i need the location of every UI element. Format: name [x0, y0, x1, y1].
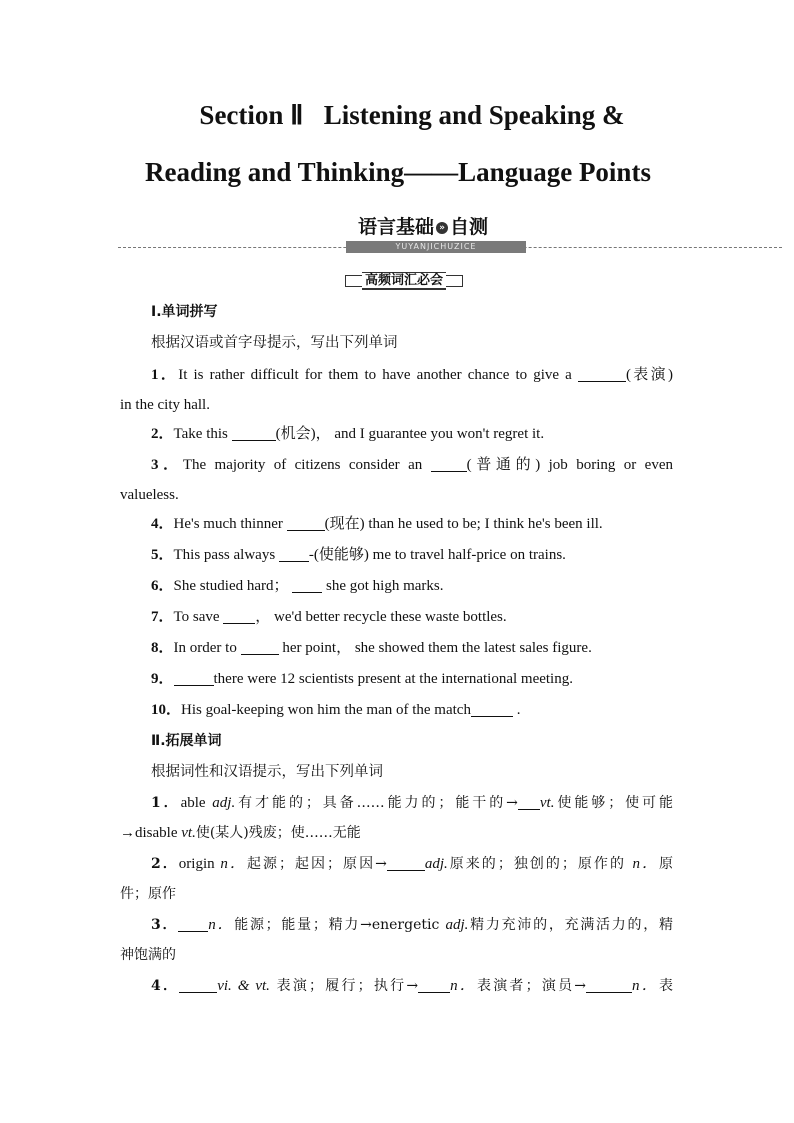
item-text: His goal-keeping won him the man of the match	[181, 702, 471, 718]
part-of-speech: vt.	[181, 825, 196, 841]
item-number: 1．	[151, 367, 179, 383]
list-item	[120, 788, 673, 818]
list-item	[120, 602, 673, 632]
list-item	[120, 664, 673, 694]
item-definition: 使能够；使可能	[554, 795, 673, 811]
banner-title	[358, 214, 488, 240]
answer-blank[interactable]	[578, 365, 626, 382]
list-item	[120, 695, 673, 725]
item-definition: 原	[659, 856, 673, 872]
part-of-speech: vi. & vt.	[217, 978, 270, 994]
item-text: She studied hard；	[173, 578, 293, 594]
item-definition: 起源；起因；原因→	[246, 856, 387, 872]
section1-heading: Ⅰ.单词拼写	[151, 304, 218, 320]
item-number: 8．	[151, 640, 174, 656]
item-text: It is rather difficult for them to have another chance to give a	[178, 367, 578, 383]
answer-blank[interactable]	[279, 545, 309, 562]
section2-heading: Ⅱ.拓展单词	[151, 733, 222, 749]
item-text: she got high marks.	[322, 578, 444, 594]
item-text: her point， she showed them the latest sales figure.	[278, 640, 592, 656]
item-hint: (表演)	[625, 367, 673, 383]
answer-blank[interactable]	[586, 976, 632, 993]
banner-subtitle: YUYANJICHUZICE	[346, 241, 526, 253]
item-continuation: 神饱满的	[120, 947, 176, 963]
item-text: .	[512, 702, 521, 718]
page-title-line2: Reading and Thinking——Language Points	[145, 157, 651, 187]
answer-blank[interactable]	[241, 638, 279, 655]
item-text: Take this	[173, 426, 232, 442]
item-definition: 表演；履行；执行→	[269, 978, 419, 994]
answer-blank[interactable]	[518, 793, 540, 810]
item-word: →disable	[120, 825, 182, 841]
bracket-left	[345, 275, 362, 287]
item-number: 1．	[151, 795, 181, 811]
item-text: -(使能够) me to travel half-price on trains.	[308, 547, 566, 563]
answer-blank[interactable]	[178, 915, 208, 932]
subsection-heading	[345, 272, 463, 290]
item-continuation: 件；原作	[120, 886, 176, 902]
item-text: In order to	[173, 640, 241, 656]
list-item	[120, 849, 673, 879]
item-definition: 表	[658, 978, 673, 994]
item-number: 4．	[151, 516, 174, 532]
item-text: ， we'd better recycle these waste bottles.	[255, 609, 507, 625]
item-number: 3．	[151, 457, 183, 473]
item-continuation	[120, 818, 673, 848]
banner-title-left: 语言基础	[358, 216, 435, 238]
item-text: He's much thinner	[173, 516, 287, 532]
banner-title-right: 自测	[450, 216, 489, 238]
item-definition: 原来的；独创的；原作的	[447, 856, 633, 872]
item-definition: 有才能的；具备……能力的；能干的→	[235, 795, 518, 811]
subsection-label: 高频词汇必会	[362, 272, 446, 290]
answer-blank[interactable]	[232, 424, 276, 441]
part-of-speech: n．	[220, 856, 247, 872]
list-item	[120, 971, 673, 1001]
section-banner	[346, 214, 526, 254]
item-number: 2．	[151, 856, 179, 872]
part-of-speech: vt.	[539, 795, 555, 811]
item-word: origin	[178, 856, 221, 872]
item-number: 9．	[151, 671, 174, 687]
item-continuation: valueless.	[120, 487, 179, 503]
arrow-icon: »	[436, 222, 448, 234]
item-text: To save	[173, 609, 224, 625]
list-item	[120, 633, 673, 663]
answer-blank[interactable]	[471, 700, 513, 717]
list-item	[120, 509, 673, 539]
answer-blank[interactable]	[292, 576, 322, 593]
item-text: there were 12 scientists present at the international meeting.	[213, 671, 573, 687]
item-number: 3．	[151, 917, 179, 933]
item-hint: (普通的) job boring or even	[466, 457, 673, 473]
part-of-speech: n．	[450, 978, 477, 994]
item-number: 10．	[151, 702, 182, 718]
answer-blank[interactable]	[418, 976, 450, 993]
part-of-speech: n．	[632, 978, 659, 994]
list-item	[120, 540, 673, 570]
section1-instruction: 根据汉语或首字母提示，写出下列单词	[151, 335, 398, 351]
item-number: 5．	[151, 547, 174, 563]
item-number: 4．	[151, 978, 180, 994]
part-of-speech: n．	[632, 856, 659, 872]
item-definition: 精力充沛的，充满活力的，精	[468, 917, 673, 933]
part-of-speech: adj.	[445, 917, 469, 933]
bracket-right	[446, 275, 463, 287]
item-word: able	[180, 795, 213, 811]
item-text: (机会)， and I guarantee you won't regret it.	[275, 426, 545, 442]
page-title-line1: Section Ⅱ Listening and Speaking &	[199, 100, 625, 130]
list-item	[120, 360, 673, 390]
list-item	[120, 419, 673, 449]
answer-blank[interactable]	[431, 455, 467, 472]
item-definition: 能源；能量；精力→energetic	[234, 917, 446, 933]
answer-blank[interactable]	[174, 669, 214, 686]
answer-blank[interactable]	[287, 514, 325, 531]
item-number: 2．	[151, 426, 174, 442]
item-text: (现在) than he used to be; I think he's been ill.	[324, 516, 603, 532]
answer-blank[interactable]	[223, 607, 255, 624]
item-definition: 表演者；演员→	[477, 978, 587, 994]
section2-instruction: 根据词性和汉语提示，写出下列单词	[151, 764, 383, 780]
item-number: 6．	[151, 578, 174, 594]
item-text: This pass always	[173, 547, 279, 563]
item-definition: 使(某人)残废；使……无能	[195, 825, 361, 841]
part-of-speech: n．	[208, 917, 235, 933]
item-continuation: in the city hall.	[120, 397, 210, 413]
part-of-speech: adj.	[212, 795, 236, 811]
list-item	[120, 910, 673, 940]
item-text: The majority of citizens consider an	[182, 457, 431, 473]
list-item	[120, 571, 673, 601]
item-number: 7．	[151, 609, 174, 625]
answer-blank[interactable]	[179, 976, 217, 993]
part-of-speech: adj.	[424, 856, 448, 872]
list-item	[120, 450, 673, 480]
answer-blank[interactable]	[387, 854, 425, 871]
